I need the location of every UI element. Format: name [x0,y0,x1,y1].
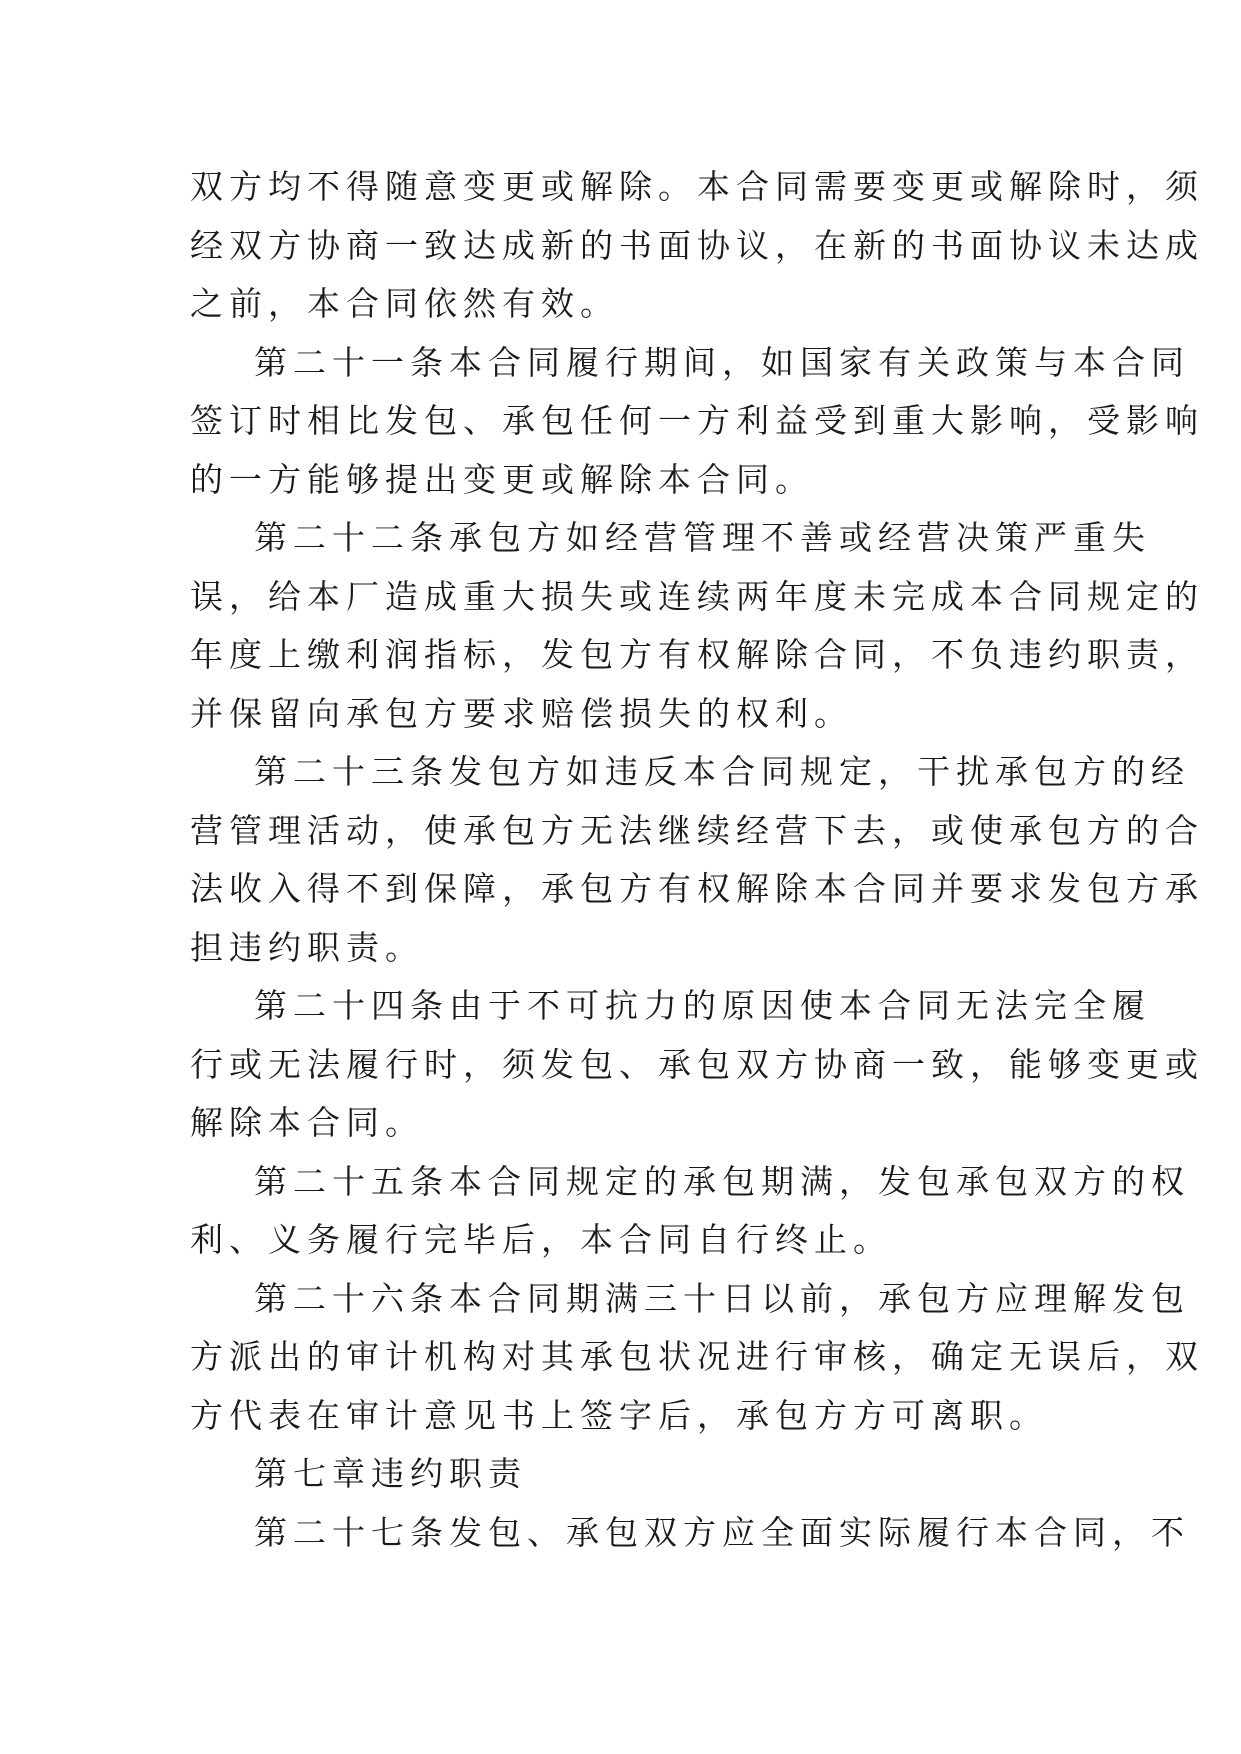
paragraph-line: 经双方协商一致达成新的书面协议，在新的书面协议未达成 [190,225,1204,265]
paragraph-line: 法收入得不到保障，承包方有权解除本合同并要求发包方承 [190,869,1204,908]
paragraph-line: 营管理活动，使承包方无法继续经营下去，或使承包方的合 [190,810,1204,850]
paragraph-line: 误，给本厂造成重大损失或连续两年度未完成本合同规定的 [190,576,1204,616]
paragraph-line: 年度上缴利润指标，发包方有权解除合同，不负违约职责， [190,635,1204,674]
article-23-line: 第二十三条发包方如违反本合同规定，干扰承包方的经 [254,752,1190,791]
paragraph-line: 签订时相比发包、承包任何一方利益受到重大影响，受影响 [190,401,1204,440]
paragraph-line: 方代表在审计意见书上签字后，承包方方可离职。 [190,1395,1048,1435]
paragraph-line: 双方均不得随意变更或解除。本合同需要变更或解除时，须 [190,167,1204,206]
article-25-line: 第二十五条本合同规定的承包期满，发包承包双方的权 [254,1161,1190,1201]
document-body [190,158,1204,1562]
chapter-heading: 第七章违约职责 [254,1454,527,1493]
article-26-line: 第二十六条本合同期满三十日以前，承包方应理解发包 [254,1278,1190,1318]
paragraph-line: 利、义务履行完毕后，本合同自行终止。 [190,1220,892,1259]
article-27-line: 第二十七条发包、承包双方应全面实际履行本合同，不 [254,1512,1190,1552]
paragraph-line: 担违约职责。 [190,927,424,967]
paragraph-line: 行或无法履行时，须发包、承包双方协商一致，能够变更或 [190,1044,1204,1084]
article-21-line: 第二十一条本合同履行期间，如国家有关政策与本合同 [254,342,1190,382]
paragraph-line: 并保留向承包方要求赔偿损失的权利。 [190,693,853,733]
paragraph-line: 的一方能够提出变更或解除本合同。 [190,459,814,499]
paragraph-line: 之前，本合同依然有效。 [190,284,619,323]
article-22-line: 第二十二条承包方如经营管理不善或经营决策严重失 [254,518,1151,557]
paragraph-line: 解除本合同。 [190,1103,424,1142]
article-24-line: 第二十四条由于不可抗力的原因使本合同无法完全履 [254,986,1151,1025]
paragraph-line: 方派出的审计机构对其承包状况进行审核，确定无误后，双 [190,1337,1204,1376]
